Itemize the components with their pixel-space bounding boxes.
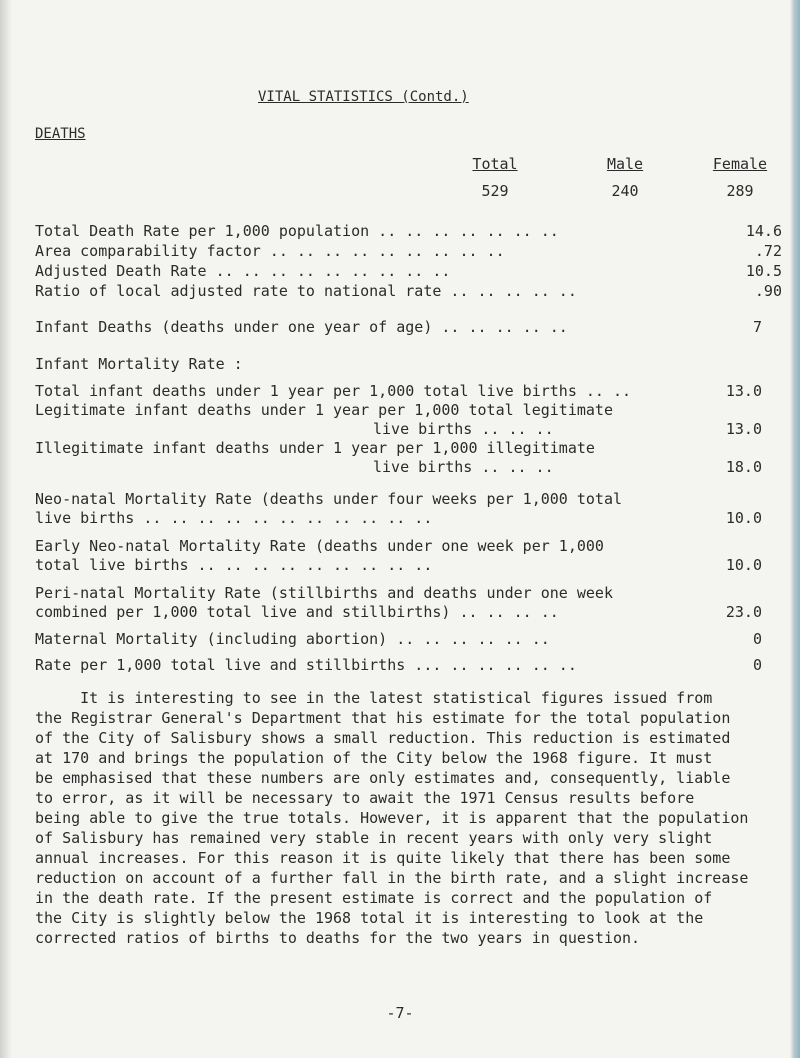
paragraph-line: of Salisbury has remained very stable in recent years with only very slight	[35, 829, 713, 847]
paragraph-line: reduction on account of a further fall in the birth rate, and a slight increase	[35, 869, 749, 887]
mortality-row-value: 13.0	[725, 382, 762, 400]
paragraph-line: of the City of Salisbury shows a small reduction. This reduction is estimated	[35, 729, 731, 747]
other-rate-value: 0	[752, 656, 762, 674]
other-rate-label: Maternal Mortality (including abortion) .. .. .. .. .. ..	[35, 630, 550, 648]
mortality-row-label-cont: live births .. .. ..	[373, 458, 554, 476]
deaths-male: 240	[611, 182, 639, 200]
paragraph-line: corrected ratios of births to deaths for the two years in question.	[35, 929, 641, 947]
paragraph-line: annual increases. For this reason it is quite likely that there has been some	[35, 849, 731, 867]
paragraph-line: It is interesting to see in the latest statistical figures issued from	[35, 689, 713, 707]
commentary-paragraph	[35, 688, 770, 948]
rate-value: .72	[754, 242, 782, 260]
page-edge	[790, 0, 800, 1058]
section-title: DEATHS	[35, 126, 86, 142]
page-heading: VITAL STATISTICS (Contd.)	[258, 89, 469, 105]
infant-deaths-label: Infant Deaths (deaths under one year of age) .. .. .. .. ..	[35, 318, 568, 336]
rate-label: Area comparability factor .. .. .. .. .. .. .. .. ..	[35, 242, 505, 260]
other-rate-value: 23.0	[725, 603, 762, 621]
paragraph-line: in the death rate. If the present estimate is correct and the population of	[35, 889, 713, 907]
paragraph-line: the City is slightly below the 1968 total it is interesting to look at the	[35, 909, 704, 927]
other-rate-label-cont: combined per 1,000 total live and stillbirths) .. .. .. ..	[35, 603, 559, 621]
mortality-row-label: Illegitimate infant deaths under 1 year per 1,000 illegitimate	[35, 439, 595, 457]
infant-mortality-heading: Infant Mortality Rate :	[35, 355, 243, 373]
column-header-female: Female	[712, 155, 768, 173]
infant-deaths-value: 7	[752, 318, 762, 336]
other-rate-label: Neo-natal Mortality Rate (deaths under four weeks per 1,000 total	[35, 490, 622, 508]
deaths-female: 289	[726, 182, 754, 200]
paragraph-line: the Registrar General's Department that his estimate for the total population	[35, 709, 731, 727]
deaths-total: 529	[481, 182, 509, 200]
rate-label: Ratio of local adjusted rate to national rate .. .. .. .. ..	[35, 282, 577, 300]
mortality-row-label-cont: live births .. .. ..	[373, 420, 554, 438]
page-number: -7-	[386, 1004, 414, 1022]
other-rate-value: 10.0	[725, 556, 762, 574]
rate-label: Adjusted Death Rate .. .. .. .. .. .. .. .. ..	[35, 262, 451, 280]
column-header-male: Male	[606, 155, 644, 173]
other-rate-label: Rate per 1,000 total live and stillbirths ... .. .. .. .. ..	[35, 656, 577, 674]
mortality-row-label: Total infant deaths under 1 year per 1,000 total live births .. ..	[35, 382, 632, 400]
mortality-row-label: Legitimate infant deaths under 1 year per 1,000 total legitimate	[35, 401, 613, 419]
rate-label: Total Death Rate per 1,000 population .. .. .. .. .. .. ..	[35, 222, 559, 240]
paragraph-line: to error, as it will be necessary to await the 1971 Census results before	[35, 789, 695, 807]
binding-edge	[0, 0, 12, 1058]
mortality-row-value: 18.0	[725, 458, 762, 476]
mortality-row-value: 13.0	[725, 420, 762, 438]
other-rate-value: 10.0	[725, 509, 762, 527]
rate-value: 14.6	[745, 222, 782, 240]
paragraph-line: at 170 and brings the population of the City below the 1968 figure. It must	[35, 749, 713, 767]
column-header-total: Total	[472, 155, 518, 173]
other-rate-label-cont: live births .. .. .. .. .. .. .. .. .. .. ..	[35, 509, 433, 527]
paragraph-line: being able to give the true totals. However, it is apparent that the population	[35, 809, 749, 827]
rate-value: .90	[754, 282, 782, 300]
other-rate-label: Peri-natal Mortality Rate (stillbirths and deaths under one week	[35, 584, 613, 602]
other-rate-label-cont: total live births .. .. .. .. .. .. .. .. ..	[35, 556, 433, 574]
other-rate-value: 0	[752, 630, 762, 648]
rate-value: 10.5	[745, 262, 782, 280]
other-rate-label: Early Neo-natal Mortality Rate (deaths under one week per 1,000	[35, 537, 604, 555]
paragraph-line: be emphasised that these numbers are only estimates and, consequently, liable	[35, 769, 731, 787]
